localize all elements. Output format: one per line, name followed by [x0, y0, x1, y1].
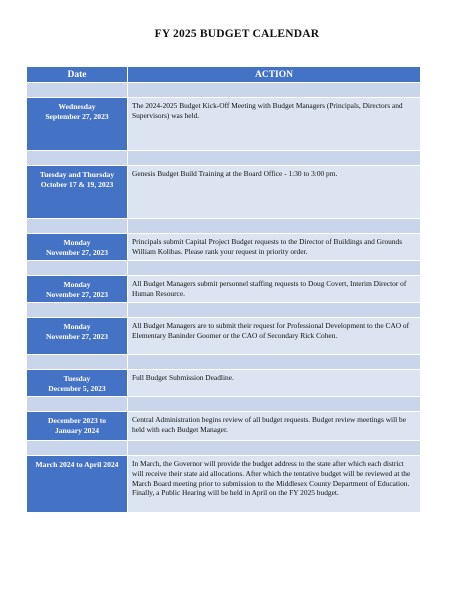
date-line: September 27, 2023: [45, 112, 109, 121]
date-line: December 5, 2023: [48, 384, 106, 393]
date-cell: [27, 234, 127, 260]
action-cell: Full Budget Submission Deadline.: [128, 370, 420, 396]
action-column-header: ACTION: [128, 67, 420, 82]
action-cell: Central Administration begins review of all budget requests. Budget review meetings will be held with each Budget Manager.: [128, 412, 420, 440]
action-cell: All Budget Managers submit personnel staffing requests to Doug Covert, Interim Director of Human Resource.: [128, 276, 420, 302]
spacer-row: [27, 261, 420, 275]
date-line: March 2024 to April 2024: [35, 460, 119, 469]
table-row: [27, 456, 420, 512]
header-row: [27, 67, 420, 82]
date-cell: [27, 276, 127, 302]
date-cell: [27, 318, 127, 354]
spacer-row: [27, 397, 420, 411]
date-line: December 2023 to: [47, 416, 107, 425]
table-row: [27, 412, 420, 440]
table-row: [27, 98, 420, 150]
table-row: [27, 166, 420, 218]
spacer-row: [27, 151, 420, 165]
date-line: November 27, 2023: [45, 332, 109, 341]
action-cell: Principals submit Capital Project Budget requests to the Director of Buildings and Grounds William Kolibas. Please rank your request in priority order.: [128, 234, 420, 260]
table-row: [27, 234, 420, 260]
spacer-row: [27, 303, 420, 317]
date-line: November 27, 2023: [45, 248, 109, 257]
date-line: October 17 & 19, 2023: [40, 180, 114, 189]
date-cell: [27, 412, 127, 440]
action-cell: In March, the Governor will provide the budget address to the state after which each district will receive their state aid allocations. After which the tentative budget will be reviewed at the March Board meeting prior to submission to the Middlesex County Department of Education. Finally, a Public Hearing will be held in April on the FY 2025 budget.: [128, 456, 420, 512]
date-line: Monday: [63, 238, 91, 247]
date-column-header: Date: [27, 67, 127, 82]
action-cell: Genesis Budget Build Training at the Board Office - 1:30 to 3:00 pm.: [128, 166, 420, 218]
date-line: January 2024: [54, 426, 100, 435]
date-line: Tuesday and Thursday: [39, 170, 115, 179]
table-row: [27, 370, 420, 396]
action-cell: All Budget Managers are to submit their request for Professional Development to the CAO of Elementary Baninder Goomer or the CAO of Secondary Rick Cohen.: [128, 318, 420, 354]
date-line: November 27, 2023: [45, 290, 109, 299]
date-cell: [27, 98, 127, 150]
date-line: Wednesday: [58, 102, 96, 111]
spacer-row: [27, 83, 420, 97]
spacer-row: [27, 441, 420, 455]
date-cell: [27, 456, 127, 512]
date-line: Monday: [63, 322, 91, 331]
spacer-row: [27, 355, 420, 369]
date-line: Tuesday: [63, 374, 91, 383]
action-cell: The 2024-2025 Budget Kick-Off Meeting with Budget Managers (Principals, Directors and Supervisors) was held.: [128, 98, 420, 150]
budget-calendar-table: [26, 66, 421, 513]
table-row: [27, 276, 420, 302]
date-cell: [27, 166, 127, 218]
date-cell: [27, 370, 127, 396]
spacer-row: [27, 219, 420, 233]
date-line: Monday: [63, 280, 91, 289]
page-title: FY 2025 BUDGET CALENDAR: [154, 28, 320, 40]
table-row: [27, 318, 420, 354]
